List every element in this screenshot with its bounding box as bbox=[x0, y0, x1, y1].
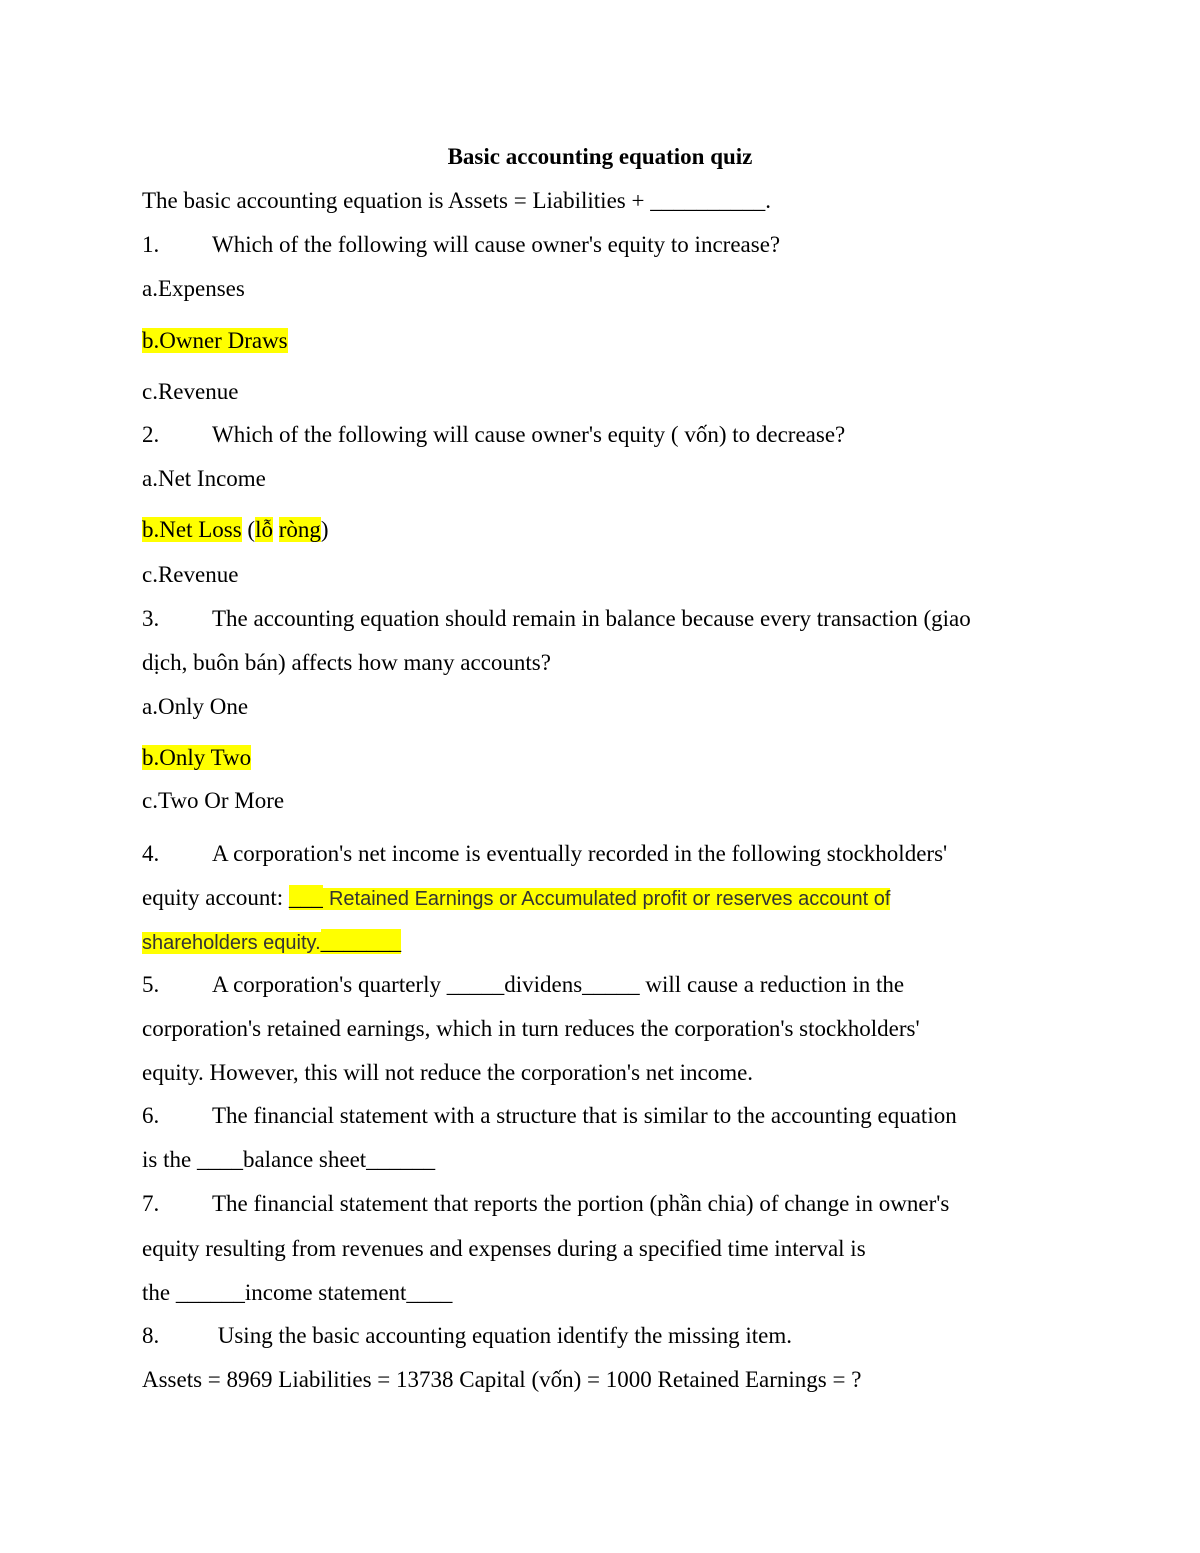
question-4 bbox=[142, 839, 947, 869]
question-text: The financial statement with a structure that is similar to the accounting equation bbox=[212, 1103, 957, 1128]
question-5-line2: corporation's retained earnings, which in turn reduces the corporation's stockholders' bbox=[142, 1016, 920, 1041]
question-6-line2: is the ____balance sheet______ bbox=[142, 1147, 436, 1172]
question-2 bbox=[142, 420, 845, 450]
answer-text: dividens bbox=[504, 972, 583, 997]
document-title: Basic accounting equation quiz bbox=[447, 144, 753, 169]
question-4-line3 bbox=[142, 927, 401, 958]
question-number: 7. bbox=[142, 1191, 160, 1216]
question-text: equity account: bbox=[142, 885, 289, 910]
q3-option-b-highlighted bbox=[142, 743, 251, 773]
question-text: The financial statement that reports the portion (phần chia) of change in owner's bbox=[212, 1191, 950, 1216]
question-text: A corporation's net income is eventually recorded in the following stockholders' bbox=[212, 841, 948, 866]
question-7-line3: the ______income statement____ bbox=[142, 1280, 453, 1305]
question-1 bbox=[142, 230, 780, 260]
highlighted-answer: shareholders equity. bbox=[142, 932, 321, 954]
question-text: _____ will cause a reduction in the bbox=[582, 972, 905, 997]
q2-option-b-highlighted bbox=[142, 515, 329, 545]
question-4-line2 bbox=[142, 883, 890, 914]
q1-option-c: c.Revenue bbox=[142, 379, 239, 404]
question-5 bbox=[142, 970, 904, 1000]
question-5-line3: equity. However, this will not reduce the corporation's net income. bbox=[142, 1060, 754, 1085]
answer-blank: ___ bbox=[288, 885, 324, 910]
paren-open: ( bbox=[241, 517, 256, 542]
highlighted-answer: b.Owner Draws bbox=[142, 328, 288, 353]
question-7 bbox=[142, 1189, 949, 1219]
question-8 bbox=[142, 1321, 792, 1351]
paren-close: ) bbox=[320, 517, 329, 542]
question-text: A corporation's quarterly _____ bbox=[212, 972, 505, 997]
question-text: Which of the following will cause owner's equity to increase? bbox=[212, 232, 781, 257]
question-number: 2. bbox=[142, 422, 160, 447]
question-7-line2: equity resulting from revenues and expenses during a specified time interval is bbox=[142, 1236, 866, 1261]
question-text: The accounting equation should remain in balance because every transaction (giao bbox=[212, 606, 971, 631]
highlighted-word: ròng bbox=[278, 517, 321, 542]
highlighted-answer: b.Net Loss bbox=[142, 517, 242, 542]
highlighted-word: lỗ bbox=[255, 517, 273, 542]
highlighted-answer: Retained Earnings or Accumulated profit or reserves account of bbox=[323, 888, 891, 910]
question-8-equation: Assets = 8969 Liabilities = 13738 Capital (vốn) = 1000 Retained Earnings = ? bbox=[142, 1367, 862, 1392]
intro-line: The basic accounting equation is Assets = Liabilities + __________. bbox=[142, 188, 771, 213]
question-number: 5. bbox=[142, 972, 160, 997]
q2-option-a: a.Net Income bbox=[142, 466, 266, 491]
question-number: 3. bbox=[142, 606, 160, 631]
question-number: 4. bbox=[142, 841, 160, 866]
question-text: Which of the following will cause owner's equity ( vốn) to decrease? bbox=[212, 422, 846, 447]
q1-option-a: a.Expenses bbox=[142, 276, 245, 301]
question-text: Using the basic accounting equation identify the missing item. bbox=[212, 1323, 792, 1348]
q1-option-b-highlighted bbox=[142, 326, 288, 356]
question-number: 8. bbox=[142, 1323, 160, 1348]
q3-option-a: a.Only One bbox=[142, 694, 249, 719]
word-space bbox=[273, 517, 279, 542]
question-number: 6. bbox=[142, 1103, 160, 1128]
highlighted-answer: b.Only Two bbox=[142, 745, 252, 770]
question-3 bbox=[142, 604, 971, 634]
question-number: 1. bbox=[142, 232, 160, 257]
question-6 bbox=[142, 1101, 957, 1131]
q3-option-c: c.Two Or More bbox=[142, 788, 285, 813]
question-3-line2: dịch, buôn bán) affects how many accounts? bbox=[142, 650, 551, 675]
q2-option-c: c.Revenue bbox=[142, 562, 239, 587]
answer-blank: _______ bbox=[320, 929, 402, 954]
